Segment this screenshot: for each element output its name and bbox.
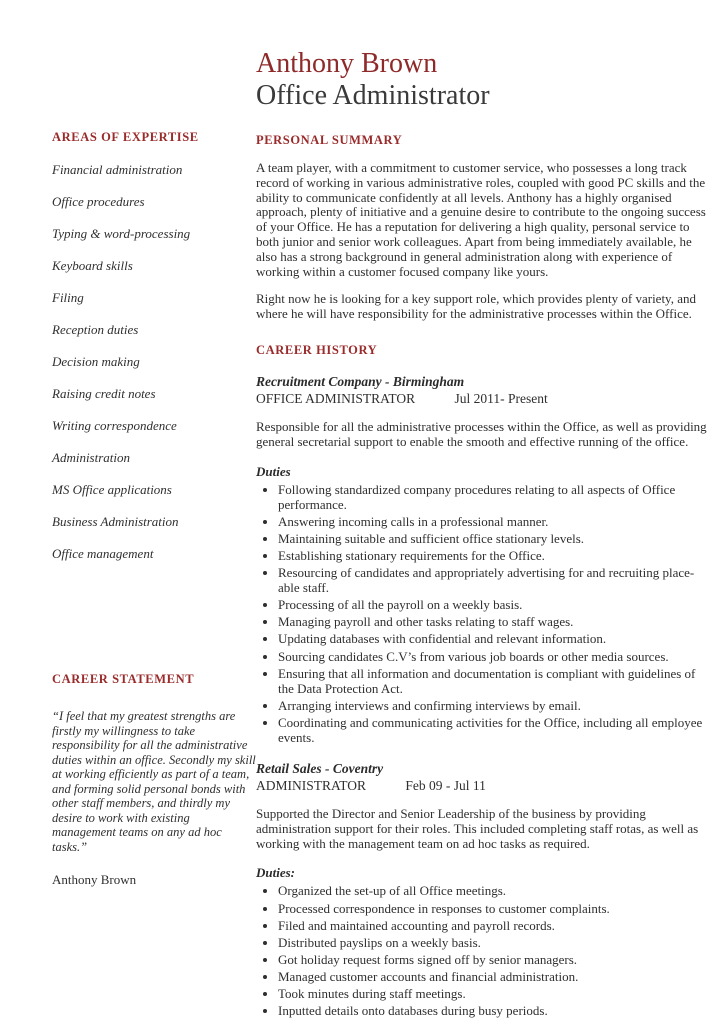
duty-item: • Filed and maintained accounting and payroll records.: [278, 918, 708, 933]
duty-item: • Processing of all the payroll on a weekly basis.: [278, 597, 708, 612]
expertise-item: MS Office applications: [52, 482, 172, 497]
duty-item: • Maintaining suitable and sufficient office stationary levels.: [278, 531, 708, 546]
career-statement-signature: Anthony Brown: [52, 872, 137, 887]
duty-item: • Managed customer accounts and financial administration.: [278, 969, 708, 984]
duties-heading: Duties:: [256, 865, 295, 881]
job-entry: [256, 374, 708, 745]
personal-summary-heading: PERSONAL SUMMARY: [256, 133, 403, 147]
duties-list: [256, 482, 708, 746]
duty-item: • Organized the set-up of all Office meetings.: [278, 883, 708, 898]
expertise-item: Administration: [52, 450, 131, 465]
personal-summary-section: [256, 133, 708, 322]
expertise-item: Office management: [52, 546, 154, 561]
duty-item: • Ensuring that all information and documentation is compliant with guidelines of the Data Protection Act.: [278, 666, 708, 696]
expertise-item: Writing correspondence: [52, 418, 177, 433]
summary-paragraph-1: A team player, with a commitment to customer service, who possesses a long track record of working in various administrative roles, coupled with good PC skills and the ability to communicate confidently at all levels. Anthony has a highly organised approach, plenty of initiative and a genuine desire to contribute to the ongoing success of your Office. He has a reputation for delivering a high quality, personal service to both junior and senior work colleagues. Apart from being immediately available, he also has a strong background in general administration along with experience of working within a customer focused company like yours.: [256, 160, 706, 279]
career-statement-section: [52, 672, 256, 888]
career-statement-quote: “I feel that my greatest strengths are firstly my willingness to take responsibility for all the administrative duties within an office. Secondly my skill at working efficiently as part of a team, and forming solid personal bonds with other staff members, and thirdly my desire to work with existing management teams on any ad hoc tasks.”: [52, 709, 256, 854]
duty-item: • Took minutes during staff meetings.: [278, 986, 708, 1001]
expertise-heading: AREAS OF EXPERTISE: [52, 130, 199, 144]
duty-item: • Updating databases with confidential and relevant information.: [278, 631, 708, 646]
expertise-item: Decision making: [52, 354, 140, 369]
job-summary: Supported the Director and Senior Leadership of the business by providing administration support for their roles. This included completing staff rotas, as well as working with the management team on ad hoc tasks as required.: [256, 806, 699, 851]
candidate-job-title: Office Administrator: [256, 80, 490, 111]
expertise-item: Raising credit notes: [52, 386, 156, 401]
career-statement-heading: CAREER STATEMENT: [52, 672, 195, 686]
expertise-section: [52, 130, 252, 579]
main-content: [256, 48, 708, 1020]
duty-item: • Answering incoming calls in a professional manner.: [278, 514, 708, 529]
career-history-heading: CAREER HISTORY: [256, 342, 378, 357]
duties-heading: Duties: [256, 463, 291, 479]
duty-item: • Managing payroll and other tasks relating to staff wages.: [278, 614, 708, 629]
duty-item: • Inputted details onto databases during busy periods.: [278, 1003, 708, 1018]
duty-item: • Coordinating and communicating activities for the Office, including all employee events.: [278, 715, 708, 745]
duty-item: • Establishing stationary requirements for the Office.: [278, 548, 708, 563]
candidate-name: Anthony Brown: [256, 48, 438, 79]
duties-list: [256, 883, 708, 1018]
employer-line: Recruitment Company - Birmingham: [256, 373, 465, 389]
role-title: OFFICE ADMINISTRATOR: [256, 390, 416, 406]
expertise-item: Filing: [52, 290, 84, 305]
duty-item: • Resourcing of candidates and appropriately advertising for and recruiting place-able staff.: [278, 565, 708, 595]
duty-item: • Distributed payslips on a weekly basis.: [278, 935, 708, 950]
career-history-section: [256, 343, 708, 1018]
duty-item: • Got holiday request forms signed off by senior managers.: [278, 952, 708, 967]
job-entry: [256, 761, 708, 1018]
expertise-item: Office procedures: [52, 194, 145, 209]
duty-item: • Processed correspondence in responses to customer complaints.: [278, 901, 708, 916]
role-line: [256, 778, 708, 794]
expertise-list: [52, 163, 252, 561]
duty-item: • Sourcing candidates C.V’s from various job boards or other media sources.: [278, 649, 708, 664]
duty-item: • Following standardized company procedures relating to all aspects of Office performance.: [278, 482, 708, 512]
employer-line: Retail Sales - Coventry: [256, 761, 384, 777]
job-dates: Feb 09 - Jul 11: [405, 778, 486, 794]
job-summary: Responsible for all the administrative processes within the Office, as well as providing general secretarial support to enable the smooth and effective running of the office.: [256, 418, 707, 449]
expertise-item: Keyboard skills: [52, 258, 133, 273]
summary-paragraph-2: Right now he is looking for a key support role, which provides plenty of variety, and where he will have responsibility for the administrative processes within the Office.: [256, 291, 696, 322]
expertise-item: Financial administration: [52, 162, 183, 177]
role-title: ADMINISTRATOR: [256, 778, 367, 794]
job-dates: Jul 2011- Present: [454, 390, 548, 406]
expertise-item: Typing & word-processing: [52, 226, 191, 241]
role-line: [256, 391, 708, 407]
duty-item: • Arranging interviews and confirming interviews by email.: [278, 698, 708, 713]
expertise-item: Reception duties: [52, 322, 139, 337]
expertise-item: Business Administration: [52, 514, 179, 529]
